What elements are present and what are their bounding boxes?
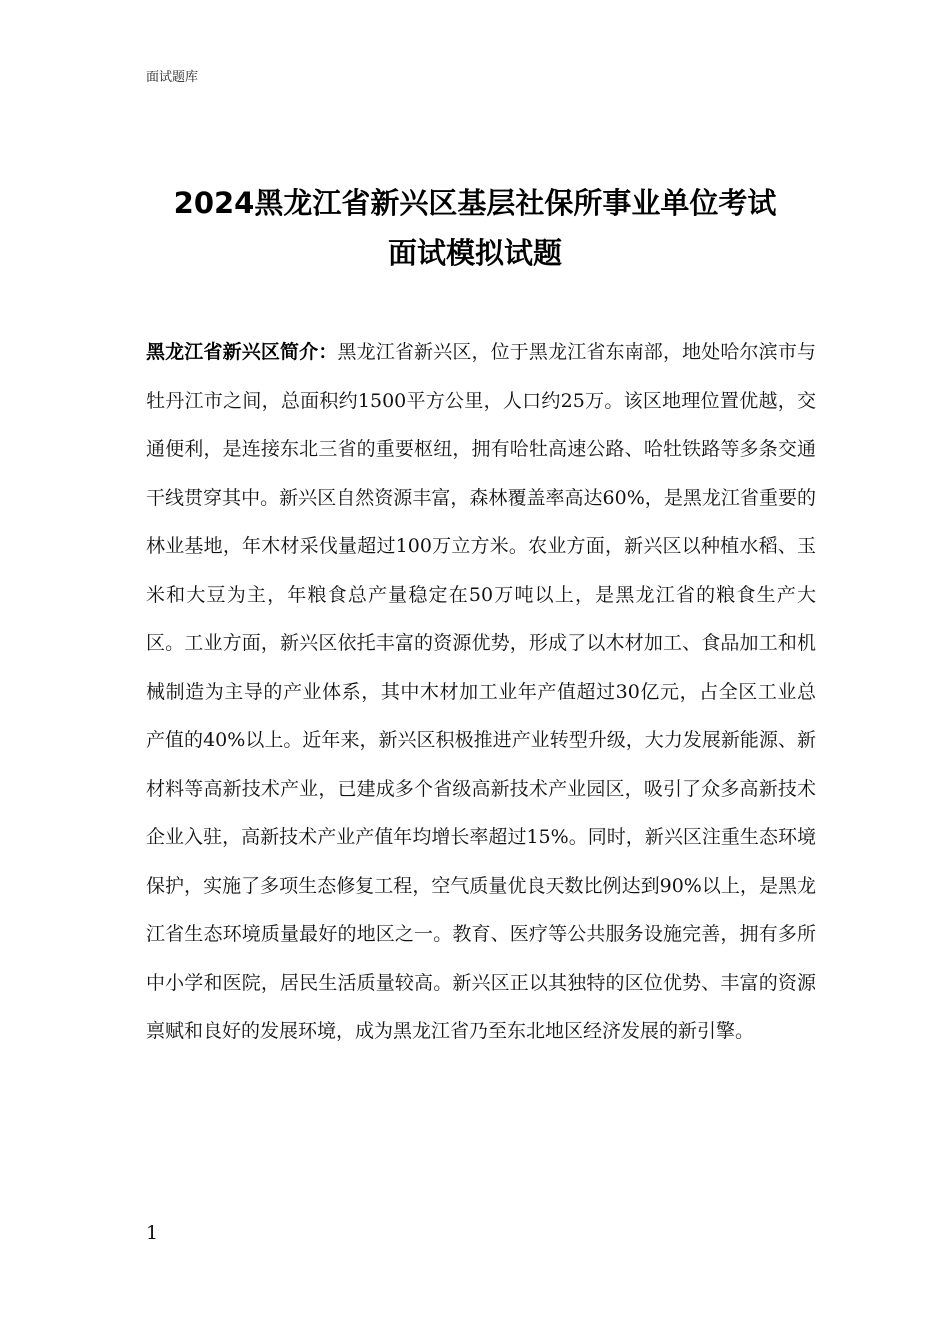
title-line-2: 面试模拟试题 xyxy=(387,236,562,270)
document-title xyxy=(100,178,850,278)
page-number: 1 xyxy=(146,1222,159,1244)
intro-lead: 黑龙江省新兴区简介： xyxy=(146,341,338,363)
intro-body: 黑龙江省新兴区，位于黑龙江省东南部，地处哈尔滨市与牡丹江市之间，总面积约1500平方公里，人口约25万。该区地理位置优越，交通便利，是连接东北三省的重要枢纽，拥有哈牡高速公路、哈牡铁路等多条交通干线贯穿其中。新兴区自然资源丰富，森林覆盖率高达60%，是黑龙江省重要的林业基地，年木材采伐量超过100万立方米。农业方面，新兴区以种植水稻、玉米和大豆为主，年粮食总产量稳定在50万吨以上，是黑龙江省的粮食生产大区。工业方面，新兴区依托丰富的资源优势，形成了以木材加工、食品加工和机械制造为主导的产业体系，其中木材加工业年产值超过30亿元，占全区工业总产值的40%以上。近年来，新兴区积极推进产业转型升级，大力发展新能源、新材料等高新技术产业，已建成多个省级高新技术产业园区，吸引了众多高新技术企业入驻，高新技术产业产值年均增长率超过15%。同时，新兴区注重生态环境保护，实施了多项生态修复工程，空气质量优良天数比例达到90%以上，是黑龙江省生态环境质量最好的地区之一。教育、医疗等公共服务设施完善，拥有多所中小学和医院，居民生活质量较高。新兴区正以其独特的区位优势、丰富的资源禀赋和良好的发展环境，成为黑龙江省乃至东北地区经济发展的新引擎。 xyxy=(146,341,816,1042)
title-line-1: 2024黑龙江省新兴区基层社保所事业单位考试 xyxy=(173,186,777,220)
intro-paragraph xyxy=(146,328,816,1056)
page-header: 面试题库 xyxy=(146,70,199,85)
